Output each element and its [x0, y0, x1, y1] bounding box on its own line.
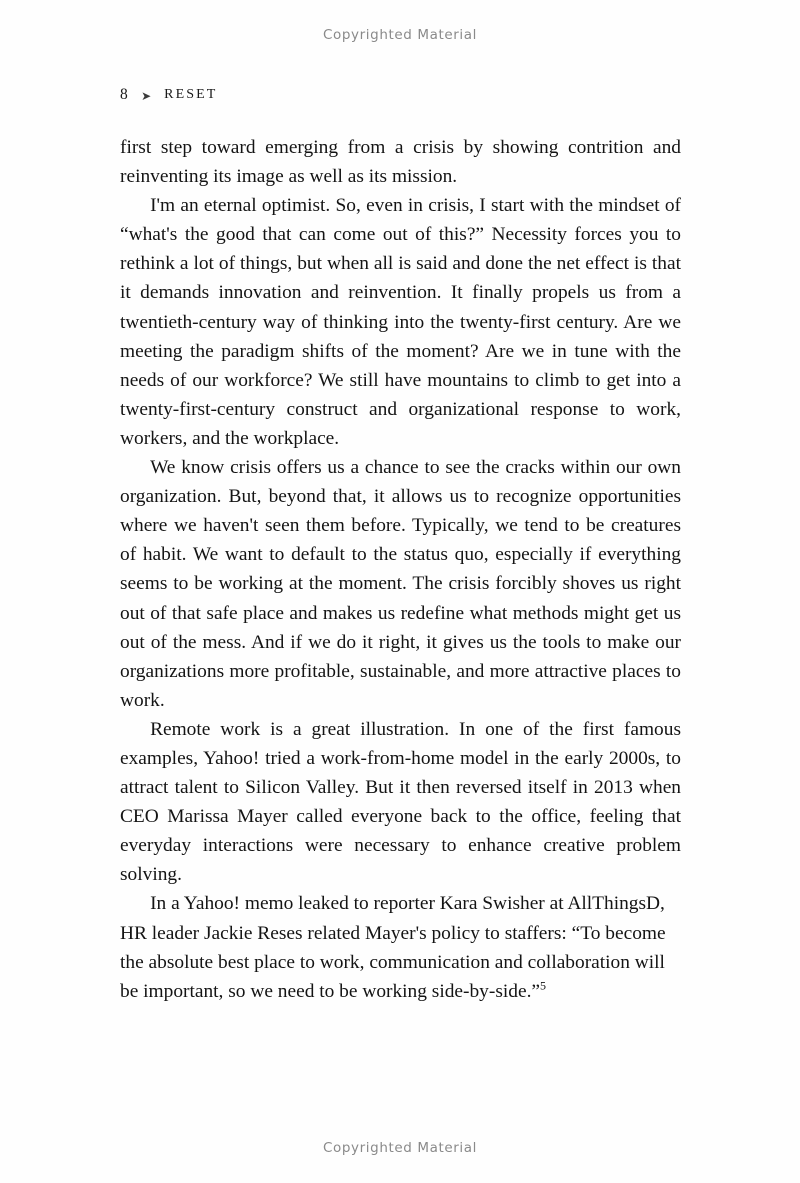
- running-head: [120, 86, 217, 104]
- body-text: [120, 133, 681, 1006]
- page-number: 8: [120, 86, 129, 103]
- book-title: RESET: [164, 87, 218, 102]
- paragraph-5: [120, 889, 681, 1005]
- footnote-marker: 5: [540, 978, 547, 993]
- paragraph-5-text: In a Yahoo! memo leaked to reporter Kara Swisher at AllThingsD, HR leader Jackie Reses related Mayer's policy to staffers: “To become the absolute best place to work, communication and collaboration will be important, so we need to be working side-by-side.”: [120, 893, 666, 1002]
- paragraph-4: Remote work is a great illustration. In one of the first famous examples, Yahoo! tried a work-from-home model in the early 2000s, to attract talent to Silicon Valley. But it then reversed itself in 2013 when CEO Marissa Mayer called everyone back to the office, feeling that everyday interactions were necessary to enhance creative problem solving.: [120, 718, 681, 886]
- copyright-watermark-bottom: Copyrighted Material: [323, 1140, 477, 1156]
- paragraph-2: I'm an eternal optimist. So, even in crisis, I start with the mindset of “what's the good that can come out of this?” Necessity forces you to rethink a lot of things, but when all is said and done the net effect is that it demands innovation and reinvention. It finally propels us from a twentieth-century way of thinking into the twenty-first century. Are we meeting the paradigm shifts of the moment? Are we in tune with the needs of our workforce? We still have mountains to climb to get into a twenty-first-century construct and organizational response to work, workers, and the workplace.: [120, 195, 681, 449]
- copyright-watermark-top: Copyrighted Material: [323, 27, 477, 43]
- arrow-ornament-icon: ➤: [141, 89, 152, 103]
- paragraph-3: We know crisis offers us a chance to see the cracks within our own organization. But, beyond that, it allows us to recognize opportunities where we haven't seen them before. Typically, we tend to be creatures of habit. We want to default to the status quo, especially if everything seems to be working at the moment. The crisis forcibly shoves us right out of that safe place and makes us redefine what methods might get us out of the mess. And if we do it right, it gives us the tools to make our organizations more profitable, sustainable, and more attractive places to work.: [120, 457, 681, 711]
- paragraph-1: first step toward emerging from a crisis by showing contrition and reinventing its image as well as its mission.: [120, 137, 681, 188]
